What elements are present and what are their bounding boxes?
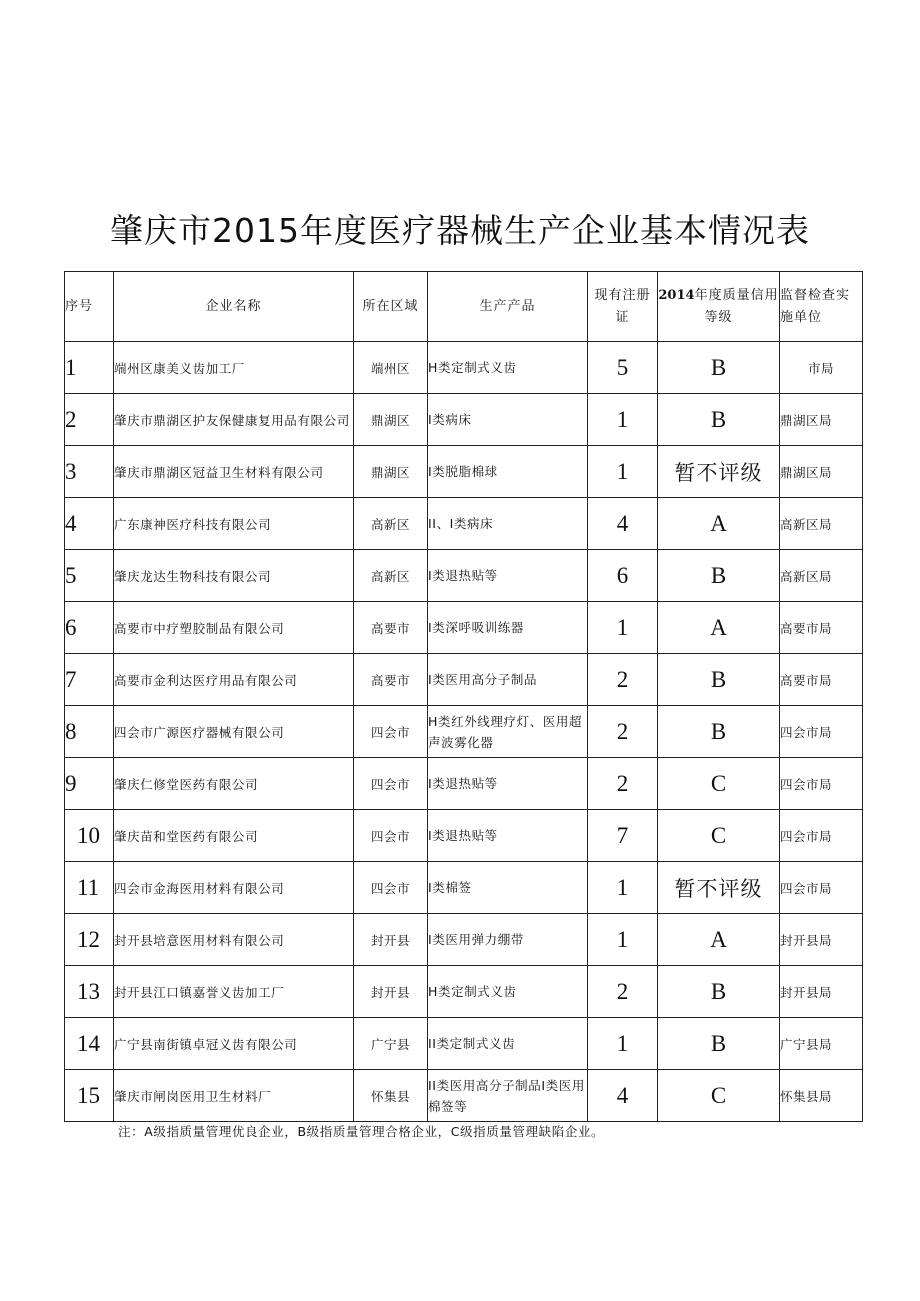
cell-seq: 3 — [65, 446, 114, 498]
table-row — [65, 550, 863, 602]
cell-seq: 9 — [65, 758, 114, 810]
table-row — [65, 602, 863, 654]
cell-company-name: 肇庆仁修堂医药有限公司 — [114, 758, 354, 810]
cell-product: H类定制式义齿 — [428, 342, 588, 394]
cell-company-name: 封开县江口镇嘉誉义齿加工厂 — [114, 966, 354, 1018]
header-cert-label: 现有注册证 — [594, 287, 651, 325]
cell-area: 怀集县 — [354, 1070, 428, 1122]
cell-area: 四会市 — [354, 758, 428, 810]
header-seq: 序号 — [65, 272, 114, 342]
header-unit: 监督检查实施单位 — [780, 272, 863, 342]
cell-company-name: 广宁县南街镇卓冠义齿有限公司 — [114, 1018, 354, 1070]
cell-unit: 封开县局 — [780, 914, 863, 966]
cell-product: II、I类病床 — [428, 498, 588, 550]
cell-area: 端州区 — [354, 342, 428, 394]
cell-area: 高新区 — [354, 498, 428, 550]
cell-grade: C — [658, 758, 780, 810]
cell-seq: 15 — [65, 1070, 114, 1122]
cell-unit: 四会市局 — [780, 810, 863, 862]
cell-seq: 11 — [65, 862, 114, 914]
page-title: 肇庆市2015年度医疗器械生产企业基本情况表 — [110, 211, 810, 250]
cell-grade: A — [658, 498, 780, 550]
header-cert — [588, 272, 658, 342]
cell-grade: 暂不评级 — [658, 446, 780, 498]
cell-cert-count: 1 — [588, 602, 658, 654]
cell-cert-count: 5 — [588, 342, 658, 394]
cell-unit: 封开县局 — [780, 966, 863, 1018]
cell-seq: 7 — [65, 654, 114, 706]
cell-area: 四会市 — [354, 810, 428, 862]
cell-product: I类棉签 — [428, 862, 588, 914]
cell-cert-count: 4 — [588, 1070, 658, 1122]
cell-company-name: 肇庆市闸岗医用卫生材料厂 — [114, 1070, 354, 1122]
cell-area: 四会市 — [354, 706, 428, 758]
cell-area: 鼎湖区 — [354, 394, 428, 446]
cell-company-name: 肇庆苗和堂医药有限公司 — [114, 810, 354, 862]
cell-area: 封开县 — [354, 966, 428, 1018]
header-grade-label: 年度质量信用等级 — [694, 287, 779, 325]
header-area: 所在区域 — [354, 272, 428, 342]
cell-unit: 高要市局 — [780, 602, 863, 654]
cell-seq: 6 — [65, 602, 114, 654]
footnote: 注：A级指质量管理优良企业，B级指质量管理合格企业，C级指质量管理缺陷企业。 — [118, 1124, 605, 1139]
cell-grade: B — [658, 706, 780, 758]
cell-product: H类红外线理疗灯、医用超声波雾化器 — [428, 706, 588, 758]
cell-seq: 1 — [65, 342, 114, 394]
cell-seq: 14 — [65, 1018, 114, 1070]
cell-seq: 5 — [65, 550, 114, 602]
cell-cert-count: 1 — [588, 1018, 658, 1070]
cell-area: 四会市 — [354, 862, 428, 914]
cell-area: 高新区 — [354, 550, 428, 602]
table-row — [65, 1070, 863, 1122]
cell-grade: A — [658, 914, 780, 966]
cell-grade: B — [658, 394, 780, 446]
cell-cert-count: 2 — [588, 758, 658, 810]
cell-product: I类脱脂棉球 — [428, 446, 588, 498]
table-row — [65, 966, 863, 1018]
cell-unit: 鼎湖区局 — [780, 394, 863, 446]
cell-seq: 8 — [65, 706, 114, 758]
cell-company-name: 高要市金利达医疗用品有限公司 — [114, 654, 354, 706]
table-row — [65, 810, 863, 862]
cell-cert-count: 2 — [588, 654, 658, 706]
cell-cert-count: 1 — [588, 446, 658, 498]
cell-grade: A — [658, 602, 780, 654]
cell-area: 广宁县 — [354, 1018, 428, 1070]
cell-product: I类医用高分子制品 — [428, 654, 588, 706]
cell-company-name: 封开县培意医用材料有限公司 — [114, 914, 354, 966]
cell-seq: 10 — [65, 810, 114, 862]
cell-area: 高要市 — [354, 654, 428, 706]
table-row — [65, 706, 863, 758]
cell-grade: B — [658, 342, 780, 394]
cell-seq: 4 — [65, 498, 114, 550]
header-product: 生产产品 — [428, 272, 588, 342]
cell-grade: B — [658, 1018, 780, 1070]
cell-area: 封开县 — [354, 914, 428, 966]
cell-unit: 高新区局 — [780, 498, 863, 550]
cell-company-name: 肇庆市鼎湖区冠益卫生材料有限公司 — [114, 446, 354, 498]
table-row — [65, 446, 863, 498]
cell-seq: 2 — [65, 394, 114, 446]
table-body — [65, 342, 863, 1122]
cell-area: 鼎湖区 — [354, 446, 428, 498]
cell-grade: 暂不评级 — [658, 862, 780, 914]
cell-product: I类退热贴等 — [428, 758, 588, 810]
cell-product: I类深呼吸训练器 — [428, 602, 588, 654]
cell-cert-count: 2 — [588, 706, 658, 758]
cell-unit: 高新区局 — [780, 550, 863, 602]
cell-area: 高要市 — [354, 602, 428, 654]
table-row — [65, 914, 863, 966]
cell-unit: 鼎湖区局 — [780, 446, 863, 498]
cell-unit: 四会市局 — [780, 862, 863, 914]
cell-grade: B — [658, 966, 780, 1018]
cell-unit: 高要市局 — [780, 654, 863, 706]
table-row — [65, 342, 863, 394]
cell-cert-count: 1 — [588, 914, 658, 966]
header-grade — [658, 272, 780, 342]
table-row — [65, 1018, 863, 1070]
cell-unit: 四会市局 — [780, 706, 863, 758]
cell-seq: 12 — [65, 914, 114, 966]
table-row — [65, 758, 863, 810]
cell-unit: 四会市局 — [780, 758, 863, 810]
cell-grade: B — [658, 654, 780, 706]
cell-company-name: 端州区康美义齿加工厂 — [114, 342, 354, 394]
cell-cert-count: 6 — [588, 550, 658, 602]
table-row — [65, 394, 863, 446]
header-name: 企业名称 — [114, 272, 354, 342]
table-row — [65, 498, 863, 550]
cell-unit: 广宁县局 — [780, 1018, 863, 1070]
cell-grade: C — [658, 810, 780, 862]
cell-product: II类医用高分子制品I类医用棉签等 — [428, 1070, 588, 1122]
cell-product: I类病床 — [428, 394, 588, 446]
table-row — [65, 862, 863, 914]
cell-grade: B — [658, 550, 780, 602]
cell-unit: 怀集县局 — [780, 1070, 863, 1122]
cell-cert-count: 7 — [588, 810, 658, 862]
cell-company-name: 广东康神医疗科技有限公司 — [114, 498, 354, 550]
cell-cert-count: 2 — [588, 966, 658, 1018]
cell-company-name: 肇庆龙达生物科技有限公司 — [114, 550, 354, 602]
cell-product: II类定制式义齿 — [428, 1018, 588, 1070]
cell-seq: 13 — [65, 966, 114, 1018]
enterprise-table — [64, 271, 863, 1122]
header-grade-year: 2014 — [658, 287, 695, 303]
cell-product: H类定制式义齿 — [428, 966, 588, 1018]
table-row — [65, 654, 863, 706]
cell-cert-count: 1 — [588, 394, 658, 446]
cell-company-name: 肇庆市鼎湖区护友保健康复用品有限公司 — [114, 394, 354, 446]
cell-company-name: 高要市中疗塑胶制品有限公司 — [114, 602, 354, 654]
table-header-row — [65, 272, 863, 342]
cell-company-name: 四会市金海医用材料有限公司 — [114, 862, 354, 914]
cell-grade: C — [658, 1070, 780, 1122]
cell-cert-count: 1 — [588, 862, 658, 914]
cell-product: I类退热贴等 — [428, 810, 588, 862]
cell-product: I类医用弹力绷带 — [428, 914, 588, 966]
cell-unit: 市局 — [780, 342, 863, 394]
cell-company-name: 四会市广源医疗器械有限公司 — [114, 706, 354, 758]
cell-cert-count: 4 — [588, 498, 658, 550]
cell-product: I类退热贴等 — [428, 550, 588, 602]
